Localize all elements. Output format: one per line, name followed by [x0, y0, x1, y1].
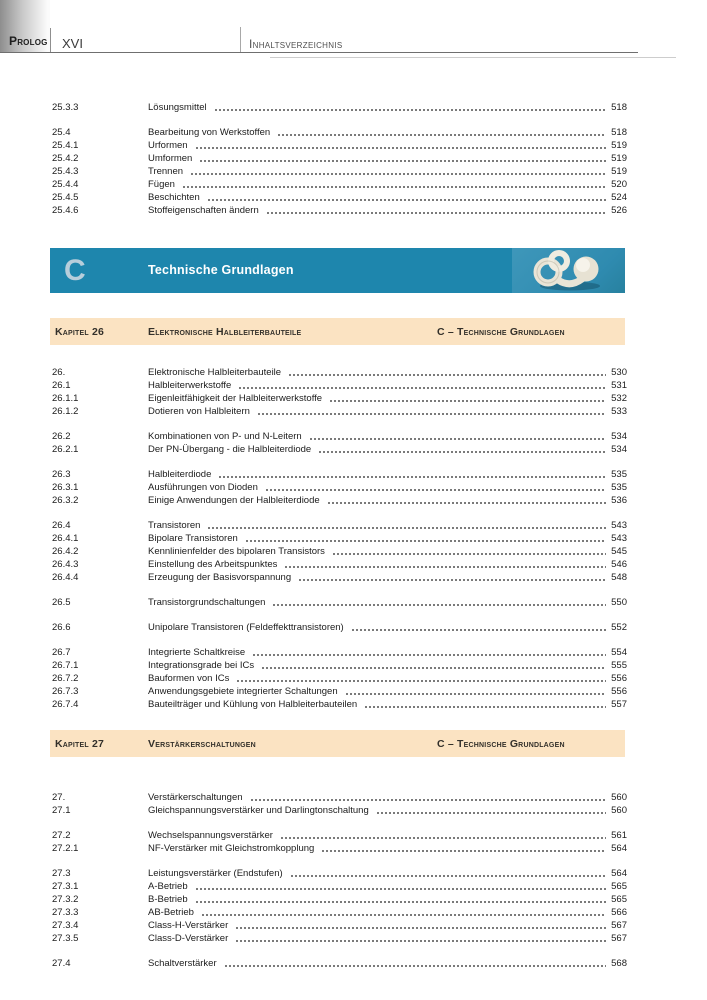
- entry-title: Halbleiterwerkstoffe: [148, 380, 232, 391]
- page-number: 520: [611, 179, 627, 190]
- dot-leader: [283, 558, 606, 571]
- section-number: 27.1: [52, 805, 71, 816]
- section-number: 26.: [52, 367, 66, 378]
- dot-leader: [276, 126, 606, 139]
- dot-leader: [213, 101, 607, 114]
- entry-title: Transistoren: [148, 520, 201, 531]
- page-number: 543: [611, 533, 627, 544]
- toc-group: [52, 519, 627, 584]
- part-banner: [50, 248, 625, 293]
- entry-title: Kennlinienfelder des bipolaren Transistors: [148, 546, 325, 557]
- page-number: 550: [611, 597, 627, 608]
- toc-row: [52, 204, 627, 217]
- chapter-part-ref: C – Technische Grundlagen: [437, 737, 565, 750]
- entry-title: Unipolare Transistoren (Feldeffekttransistoren): [148, 622, 344, 633]
- toc-row: [52, 919, 627, 932]
- page-number: 560: [611, 805, 627, 816]
- dot-leader: [234, 932, 606, 945]
- section-number: 27.3.1: [52, 881, 79, 892]
- entry-title: Wechselspannungsverstärker: [148, 830, 273, 841]
- entry-title: AB-Betrieb: [148, 907, 194, 918]
- dot-leader: [271, 596, 606, 609]
- entry-title: Ausführungen von Dioden: [148, 482, 258, 493]
- page-number: 526: [611, 205, 627, 216]
- clay-knot-sculpture-icon: [512, 248, 625, 293]
- toc-group: [52, 101, 627, 114]
- section-number: 25.4.6: [52, 205, 79, 216]
- toc-section-25: [52, 101, 627, 229]
- toc-row: [52, 379, 627, 392]
- dot-leader: [206, 519, 606, 532]
- dot-leader: [181, 178, 606, 191]
- section-number: 27.3: [52, 868, 71, 879]
- toc-row: [52, 126, 627, 139]
- section-number: 27.2: [52, 830, 71, 841]
- dot-leader: [320, 842, 606, 855]
- section-number: 26.4.1: [52, 533, 79, 544]
- section-number: 26.3.2: [52, 495, 79, 506]
- dot-leader: [326, 494, 606, 507]
- page-number: 534: [611, 431, 627, 442]
- toc-row: [52, 494, 627, 507]
- prolog-label: Prolog: [9, 34, 48, 48]
- toc-row: [52, 893, 627, 906]
- section-number: 26.7.2: [52, 673, 79, 684]
- entry-title: Integrierte Schaltkreise: [148, 647, 246, 658]
- entry-title: Bipolare Transistoren: [148, 533, 238, 544]
- entry-title: Class-D-Verstärker: [148, 933, 229, 944]
- page-number: 530: [611, 367, 627, 378]
- toc-row: [52, 596, 627, 609]
- page-number: 560: [611, 792, 627, 803]
- page-number: 564: [611, 868, 627, 879]
- toc-section-26: [52, 366, 627, 723]
- page-number: 518: [611, 102, 627, 113]
- section-number: 26.7.4: [52, 699, 79, 710]
- page-number: 519: [611, 153, 627, 164]
- dot-leader: [279, 829, 606, 842]
- toc-row: [52, 957, 627, 970]
- section-number: 26.2.1: [52, 444, 79, 455]
- dot-leader: [350, 621, 606, 634]
- chapter-label: Kapitel 26: [55, 325, 105, 338]
- toc-row: [52, 366, 627, 379]
- entry-title: Schaltverstärker: [148, 958, 217, 969]
- page-number: 566: [611, 907, 627, 918]
- dot-leader: [308, 430, 606, 443]
- entry-title: Transistorgrundschaltungen: [148, 597, 266, 608]
- section-number: 25.4.2: [52, 153, 79, 164]
- entry-title: Leistungsverstärker (Endstufen): [148, 868, 283, 879]
- page-number: 565: [611, 881, 627, 892]
- page-number: 519: [611, 140, 627, 151]
- dot-leader: [235, 672, 606, 685]
- page-number: 561: [611, 830, 627, 841]
- page-title: Inhaltsverzeichnis: [249, 37, 343, 51]
- section-number: 26.3: [52, 469, 71, 480]
- header-rule: [0, 52, 638, 53]
- toc-group: [52, 430, 627, 456]
- page-number: 532: [611, 393, 627, 404]
- page-number: 567: [611, 920, 627, 931]
- dot-leader: [217, 468, 606, 481]
- dot-leader: [223, 957, 607, 970]
- section-number: 26.2: [52, 431, 71, 442]
- toc-row: [52, 804, 627, 817]
- section-number: 26.7.1: [52, 660, 79, 671]
- section-number: 26.7: [52, 647, 71, 658]
- section-number: 26.3.1: [52, 482, 79, 493]
- toc-row: [52, 430, 627, 443]
- dot-leader: [200, 906, 606, 919]
- header-divider-center: [240, 27, 241, 53]
- dot-leader: [249, 791, 607, 804]
- toc-row: [52, 558, 627, 571]
- page-number: 555: [611, 660, 627, 671]
- chapter-title: Verstärkerschaltungen: [148, 737, 256, 750]
- toc-group: [52, 646, 627, 711]
- toc-group: [52, 126, 627, 217]
- toc-row: [52, 906, 627, 919]
- page-number: 565: [611, 894, 627, 905]
- chapter-26-banner: [50, 318, 625, 345]
- section-number: 25.3.3: [52, 102, 79, 113]
- section-number: 26.4.2: [52, 546, 79, 557]
- entry-title: Eigenleitfähigkeit der Halbleiterwerkstoffe: [148, 393, 323, 404]
- toc-row: [52, 672, 627, 685]
- section-number: 25.4.5: [52, 192, 79, 203]
- dot-leader: [237, 379, 606, 392]
- page-number: 556: [611, 673, 627, 684]
- dot-leader: [363, 698, 606, 711]
- dot-leader: [206, 191, 606, 204]
- entry-title: Der PN-Übergang - die Halbleiterdiode: [148, 444, 312, 455]
- section-number: 25.4: [52, 127, 71, 138]
- dot-leader: [328, 392, 606, 405]
- chapter-part-ref: C – Technische Grundlagen: [437, 325, 565, 338]
- toc-row: [52, 101, 627, 114]
- toc-row: [52, 139, 627, 152]
- entry-title: B-Betrieb: [148, 894, 188, 905]
- page-number: 545: [611, 546, 627, 557]
- toc-row: [52, 405, 627, 418]
- entry-title: Halbleiterdiode: [148, 469, 212, 480]
- section-number: 27.: [52, 792, 66, 803]
- dot-leader: [287, 366, 606, 379]
- entry-title: Lösungsmittel: [148, 102, 207, 113]
- page-number: 524: [611, 192, 627, 203]
- section-number: 27.2.1: [52, 843, 79, 854]
- section-number: 25.4.1: [52, 140, 79, 151]
- entry-title: Integrationsgrade bei ICs: [148, 660, 255, 671]
- section-number: 26.7.3: [52, 686, 79, 697]
- section-number: 26.4.3: [52, 559, 79, 570]
- toc-row: [52, 468, 627, 481]
- page-number: 564: [611, 843, 627, 854]
- page-number: 554: [611, 647, 627, 658]
- page-number: 552: [611, 622, 627, 633]
- dot-leader: [194, 880, 607, 893]
- entry-title: Class-H-Verstärker: [148, 920, 229, 931]
- entry-title: Einstellung des Arbeitspunktes: [148, 559, 278, 570]
- toc-row: [52, 571, 627, 584]
- dot-leader: [344, 685, 607, 698]
- section-number: 27.3.3: [52, 907, 79, 918]
- toc-row: [52, 191, 627, 204]
- section-number: 25.4.4: [52, 179, 79, 190]
- toc-row: [52, 152, 627, 165]
- toc-row: [52, 880, 627, 893]
- dot-leader: [189, 165, 606, 178]
- header-rule-shadow: [270, 57, 676, 58]
- toc-group: [52, 829, 627, 855]
- entry-title: Kombinationen von P- und N-Leitern: [148, 431, 302, 442]
- dot-leader: [375, 804, 606, 817]
- toc-group: [52, 468, 627, 507]
- toc-row: [52, 698, 627, 711]
- page-number: 533: [611, 406, 627, 417]
- section-number: 27.3.2: [52, 894, 79, 905]
- toc-row: [52, 685, 627, 698]
- dot-leader: [331, 545, 606, 558]
- page-number: 568: [611, 958, 627, 969]
- entry-title: Beschichten: [148, 192, 200, 203]
- dot-leader: [256, 405, 606, 418]
- page-number: 518: [611, 127, 627, 138]
- dot-leader: [297, 571, 606, 584]
- dot-leader: [289, 867, 606, 880]
- toc-row: [52, 791, 627, 804]
- entry-title: Elektronische Halbleiterbauteile: [148, 367, 282, 378]
- section-number: 27.3.5: [52, 933, 79, 944]
- page-number: 534: [611, 444, 627, 455]
- page-number: 535: [611, 482, 627, 493]
- dot-leader: [260, 659, 606, 672]
- dot-leader: [194, 139, 607, 152]
- chapter-title: Elektronische Halbleiterbauteile: [148, 325, 302, 338]
- toc-group: [52, 867, 627, 945]
- entry-title: Stoffeigenschaften ändern: [148, 205, 259, 216]
- page-number: 531: [611, 380, 627, 391]
- entry-title: A-Betrieb: [148, 881, 188, 892]
- page-number-roman: XVI: [62, 36, 83, 51]
- dot-leader: [251, 646, 606, 659]
- section-number: 26.6: [52, 622, 71, 633]
- section-number: 26.1.1: [52, 393, 79, 404]
- section-number: 27.4: [52, 958, 71, 969]
- toc-group: [52, 957, 627, 970]
- section-number: 26.5: [52, 597, 71, 608]
- page-number: 548: [611, 572, 627, 583]
- toc-row: [52, 178, 627, 191]
- toc-row: [52, 392, 627, 405]
- toc-group: [52, 621, 627, 634]
- entry-title: Umformen: [148, 153, 193, 164]
- entry-title: Bauteilträger und Kühlung von Halbleiterbauteilen: [148, 699, 358, 710]
- dot-leader: [265, 204, 606, 217]
- toc-row: [52, 842, 627, 855]
- prolog-tab: [0, 0, 50, 53]
- page-number: 556: [611, 686, 627, 697]
- page-number: 546: [611, 559, 627, 570]
- dot-leader: [317, 443, 606, 456]
- entry-title: Bearbeitung von Werkstoffen: [148, 127, 271, 138]
- chapter-label: Kapitel 27: [55, 737, 105, 750]
- page-number: 535: [611, 469, 627, 480]
- toc-row: [52, 443, 627, 456]
- entry-title: NF-Verstärker mit Gleichstromkopplung: [148, 843, 315, 854]
- entry-title: Urformen: [148, 140, 188, 151]
- part-letter: C: [64, 254, 86, 287]
- entry-title: Trennen: [148, 166, 184, 177]
- dot-leader: [194, 893, 607, 906]
- toc-row: [52, 932, 627, 945]
- toc-group: [52, 791, 627, 817]
- toc-row: [52, 621, 627, 634]
- page-number: 543: [611, 520, 627, 531]
- section-number: 26.4: [52, 520, 71, 531]
- toc-row: [52, 659, 627, 672]
- entry-title: Verstärkerschaltungen: [148, 792, 243, 803]
- entry-title: Einige Anwendungen der Halbleiterdiode: [148, 495, 320, 506]
- entry-title: Fügen: [148, 179, 175, 190]
- entry-title: Erzeugung der Basisvorspannung: [148, 572, 292, 583]
- header-divider-left: [50, 28, 51, 53]
- page-number: 567: [611, 933, 627, 944]
- page-number: 557: [611, 699, 627, 710]
- section-number: 26.1.2: [52, 406, 79, 417]
- section-number: 25.4.3: [52, 166, 79, 177]
- toc-row: [52, 481, 627, 494]
- toc-group: [52, 366, 627, 418]
- page-number: 536: [611, 495, 627, 506]
- entry-title: Bauformen von ICs: [148, 673, 230, 684]
- dot-leader: [198, 152, 606, 165]
- section-number: 26.4.4: [52, 572, 79, 583]
- dot-leader: [234, 919, 606, 932]
- toc-row: [52, 519, 627, 532]
- chapter-27-banner: [50, 730, 625, 757]
- toc-row: [52, 545, 627, 558]
- part-title: Technische Grundlagen: [148, 263, 294, 277]
- toc-row: [52, 867, 627, 880]
- entry-title: Gleichspannungsverstärker und Darlingtonschaltung: [148, 805, 369, 816]
- dot-leader: [244, 532, 606, 545]
- page-number: 519: [611, 166, 627, 177]
- section-number: 27.3.4: [52, 920, 79, 931]
- toc-group: [52, 596, 627, 609]
- toc-row: [52, 646, 627, 659]
- toc-section-27: [52, 791, 627, 982]
- section-number: 26.1: [52, 380, 71, 391]
- entry-title: Dotieren von Halbleitern: [148, 406, 250, 417]
- entry-title: Anwendungsgebiete integrierter Schaltungen: [148, 686, 338, 697]
- toc-row: [52, 532, 627, 545]
- toc-row: [52, 829, 627, 842]
- toc-row: [52, 165, 627, 178]
- dot-leader: [264, 481, 606, 494]
